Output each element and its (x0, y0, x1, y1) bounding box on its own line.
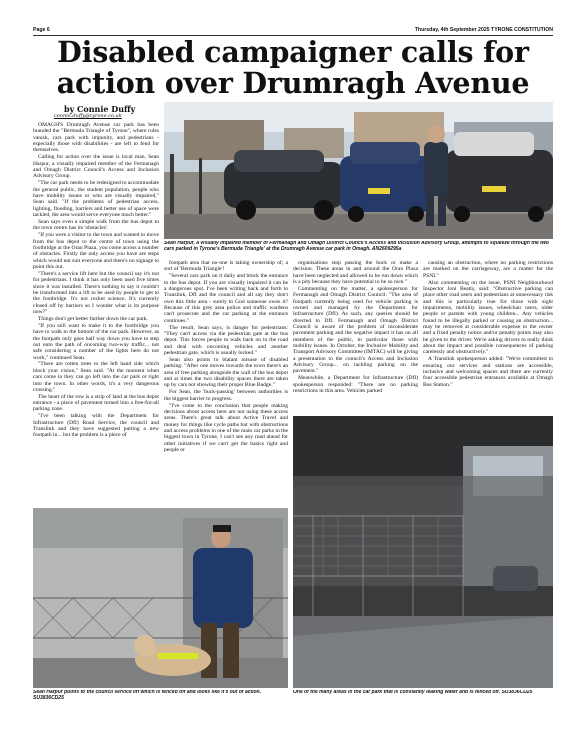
article-paragraph: organisations stop passing the buck or make a decision. These areas in and around the Oran Plaza have been neglected and allowed to be run down which is a pity because they have potential to be so nice." (293, 260, 418, 286)
article-column-3 (293, 260, 418, 416)
article-paragraph: "Several cars park on it daily and block the entrance to the bus depot. If you are visually impaired it can be a dangerous spot. I've been writing back and forth to Translink, DfI and the council and all say they don't own this little area - surely to God someone owns it? Because of this grey area police and traffic wardens can't prosecute and the car parking at the entrance continues." (164, 273, 288, 324)
photo-sean-service-lift-image (33, 508, 288, 688)
photo-caption-top: Sean Harpur, a visually impaired member of Fermanagh and Omagh District Council's Access and Inclusion Advisory Group, attempts to squeeze through the two cars parked in Tyrone's Bermuda Triangle' at the Drumragh Avenue car park in Omagh. AN2609295a (164, 241, 549, 252)
article-paragraph: Sean also points to blatant misuse of disabled parking: "After one moves towards the town there's an area of free parking alongside the wall of the bus depot and at times the two disability spaces there are taken up by cars not showing their proper Blue Badge." (164, 356, 288, 389)
article-paragraph: causing an obstruction, where no parking restrictions are marked on the carriageway, are a matter for the PSNI." (423, 260, 553, 279)
photo-car-park-cars (164, 102, 553, 239)
article-paragraph: Commenting on the matter, a spokesperson for Fermanagh and Omagh District Council: "The area of footpath currently being used for vehicle parking is owned and managed by the Department for Infrastructure (DfI). As such, any queries should be directed to DfI. Fermanagh and Omagh District Council is aware of the problem of inconsiderate pavement parking and the negative impact it has on all members of the public, in particular those with mobility issues. In October, the Inclusive Mobility and Transport Advisory Committee (IMTAC) will be giving a presentation to the council's Access and Inclusion Advisory Group... on tackling parking on the pavement." (293, 285, 418, 375)
article-column-2 (164, 260, 288, 508)
article-paragraph: "I've been talking with the Department for Infrastructure (DfI) Road Service, the council and Translink and they have suggested putting a new footpath in... but the problem is a piece of (33, 413, 159, 439)
article-paragraph: Sean says even a simple walk from the bus depot to the town centre has its 'obstacles'. (33, 218, 159, 232)
article-paragraph: Also commenting on the issue, PSNI Neighbourhood Inspector Joni Beatty, said: "Obstructive parking can place other road users and pedestrians at unnecessary risk and this is particularly true for those with sight impairments, mobility issues, wheelchair users, older people or parents with young children... Any vehicles found to be illegally parked or causing an obstruction... may be removed at considerable expense to the owner and a fixed penalty notice and/or penalty points may also be given to the driver. We're asking drivers to really think about the impact and possible consequences of parking carelessly and obstructively." (423, 279, 553, 356)
issue-date: Thursday, 4th September 2025 TYRONE CONSTITUTION (414, 27, 553, 33)
article-paragraph: The heart of the row is a strip of land at the bus depot entrance - a piece of pavement turned into a free-for-all parking zone. (33, 393, 159, 413)
article-paragraph: "If you were a visitor to the town and wanted to move from the bus depot to the centre of town using the footbridge at the Oran Plaza, you come across a number of obstacles. Firstly the only access you have are steps which would not suit everyone and there's no signage to point this out. (33, 232, 159, 270)
article-paragraph: The result, Sean says, is danger for pedestrians: "They can't access via the pedestrian gate at the bus depot. This forces people to walk back on to the road and deal with oncoming vehicles and another pedestrian gate, which is usually locked." (164, 324, 288, 356)
article-paragraph: "The car park needs to be redesigned to accommodate the general public, the student population, people who have mobility issues or who are visually impaired," Sean said. "If the problems of pedestrian access, lighting, flooding, barriers and better use of space were tackled, the area would serve everyone much better." (33, 180, 159, 218)
article-paragraph: OMAGH'S Drumragh Avenue car park has been branded the "Bermuda Triangle of Tyrone", where rules vanish, cars park with impunity, and pedestrians - especially those with disabilities - are left to fend for themselves. (33, 122, 159, 154)
photo-fenced-leaking-area (293, 416, 553, 688)
photo-sean-service-lift (33, 508, 288, 688)
article-paragraph: "I've come to the conclusion that people making decisions about access here are not using these access areas. There's great talk about Active Travel and money for things like cycle paths but with obstructions and access problems in one of the main car parks in the biggest town in Tyrone, I can't see any road ahead for other initiatives if we can't get the basics right and people or (164, 402, 288, 453)
article-paragraph: A Translink spokesperson added: "We're committed to ensuring our services and stations are accessible, inclusive and welcoming spaces and there are currently four accessible pedestrian entrances available at Omagh Bus Station." (423, 356, 553, 388)
byline-email[interactable]: connie.duffy@tyrone.co.uk (54, 113, 122, 119)
article-paragraph: footpath area that no-one is taking ownership of; a sort of 'Bermuda Triangle'! (164, 260, 288, 273)
photo-caption-bottom-right: One of the many areas in the car park that is constantly leaking water and is fenced off. SU3836CD25 (293, 690, 533, 695)
byline-author: by Connie Duffy (64, 104, 136, 114)
photo-caption-bottom-left: Sean Harpur points to the council service lift which is fenced off and looks like it's out of action. SU3836CD25 (33, 690, 262, 701)
article-paragraph: "If you still want to make it to the footbridge you have to walk to the bottom of the car park. However, as the footpath only goes half way down you have to step out onto the path of oncoming two-way traffic... not safe considering a number of the lights here do not work," continued Sean. (33, 322, 159, 361)
article-paragraph: "There's a service lift here but the council say it's not for pedestrians. I think it has only been used five times since it was installed. There's nothing to say it couldn't be transformed into a lift to be used by people to get to the footbridge. It's not rocket science. It's currently closed off by barriers so I wonder what is its purpose now?" (33, 270, 159, 315)
article-paragraph: Things don't get better further down the car park. (38, 315, 148, 322)
page-number: Page 6 (33, 27, 50, 33)
article-paragraph: "There are rotten trees to the left hand side which block your vision," Sean said. "At the moment when cars come in they can go left into the car park or right into the town. In other words, it's a very dangerous crossing." (33, 361, 159, 393)
photo-car-park-cars-image (164, 102, 553, 239)
article-paragraph: For Sean, the 'buck-passing' between authorities is the biggest barrier to progress. (164, 389, 288, 402)
article-paragraph: Calling for action over the issue is local man, Sean Harpur, a visually impaired member of the Fermanagh and Omagh District Council's Access and Inclusion Advisory Group. (33, 154, 159, 180)
headline: Disabled campaigner calls for action over Drumragh Avenue (56, 35, 530, 100)
photo-fenced-leaking-area-image (293, 416, 553, 688)
article-paragraph: Meanwhile, a Department for Infrastructure (DfI) spokesperson responded: "There are no parking restrictions in this area. Vehicles parked (293, 375, 418, 395)
article-column-4 (423, 260, 553, 410)
